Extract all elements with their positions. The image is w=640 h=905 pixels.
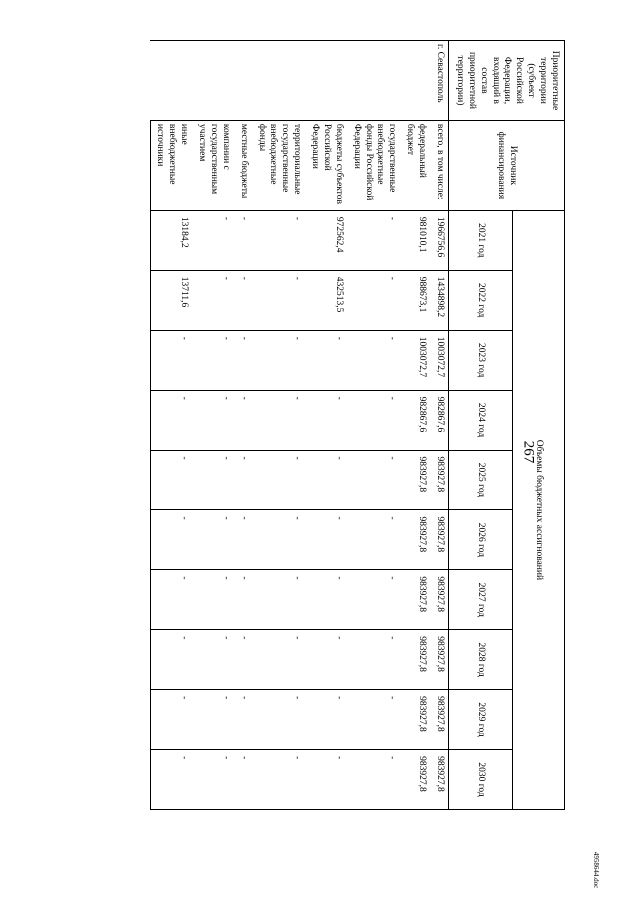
source-cell: иные внебюджетные источники [150, 120, 192, 210]
value-cell: - [252, 450, 306, 510]
value-cell: - [347, 450, 401, 510]
table-body [150, 41, 448, 810]
value-cell: 972562,4 [305, 210, 347, 270]
header-year: 2023 год [449, 330, 513, 390]
page-number: 267 [520, 440, 537, 464]
value-cell: - [192, 270, 234, 330]
value-cell: - [252, 390, 306, 450]
value-cell: 1434898,2 [430, 270, 448, 330]
value-cell: - [305, 690, 347, 750]
table-row [400, 41, 430, 810]
value-cell: - [252, 570, 306, 630]
value-cell: - [234, 690, 252, 750]
rotated-table-container [0, 40, 565, 810]
value-cell: 983927,8 [400, 570, 430, 630]
value-cell: - [347, 630, 401, 690]
header-year: 2022 год [449, 270, 513, 330]
value-cell: 983927,8 [430, 450, 448, 510]
value-cell: - [234, 270, 252, 330]
value-cell: - [234, 330, 252, 390]
table-row [305, 41, 347, 810]
value-cell: - [234, 390, 252, 450]
source-cell: всего, в том числе: [430, 120, 448, 210]
value-cell: - [192, 570, 234, 630]
value-cell: - [192, 510, 234, 570]
value-cell: - [192, 750, 234, 810]
header-year: 2028 год [449, 630, 513, 690]
value-cell: - [347, 570, 401, 630]
value-cell: 983927,8 [400, 690, 430, 750]
value-cell: - [150, 390, 192, 450]
table-row [192, 41, 234, 810]
value-cell: 983927,8 [400, 450, 430, 510]
value-cell: - [192, 390, 234, 450]
value-cell: - [150, 510, 192, 570]
table-row [234, 41, 252, 810]
budget-allocations-table [150, 40, 565, 810]
value-cell: - [150, 570, 192, 630]
source-cell: территориальные государственные внебюджетные фонды [252, 120, 306, 210]
value-cell: - [234, 570, 252, 630]
header-year: 2024 год [449, 390, 513, 450]
header-year: 2021 год [449, 210, 513, 270]
value-cell: 983927,8 [430, 570, 448, 630]
value-cell: - [252, 690, 306, 750]
header-territory: Приоритетные территории (субъект Российской Федерации, входящий в состав приоритетной территории) [449, 41, 565, 121]
value-cell: - [347, 690, 401, 750]
value-cell: 982867,6 [400, 390, 430, 450]
value-cell: - [305, 450, 347, 510]
header-year: 2030 год [449, 750, 513, 810]
header-year: 2027 год [449, 570, 513, 630]
value-cell: - [234, 450, 252, 510]
value-cell: 983927,8 [430, 750, 448, 810]
header-volumes: Объемы бюджетных ассигнований [513, 210, 565, 809]
table-row [150, 41, 192, 810]
value-cell: - [252, 630, 306, 690]
value-cell: - [252, 330, 306, 390]
source-cell: государственные внебюджетные фонды Российской Федерации [347, 120, 401, 210]
value-cell: - [192, 450, 234, 510]
value-cell: - [252, 750, 306, 810]
source-cell: федеральный бюджет [400, 120, 430, 210]
source-cell: компании с государственным участием [192, 120, 234, 210]
value-cell: 983927,8 [430, 630, 448, 690]
value-cell: 1003072,7 [430, 330, 448, 390]
value-cell: 983927,8 [400, 510, 430, 570]
value-cell: 1966756,6 [430, 210, 448, 270]
value-cell: - [305, 510, 347, 570]
source-cell: бюджеты субъектов Российской Федерации [305, 120, 347, 210]
value-cell: - [150, 750, 192, 810]
value-cell: - [305, 390, 347, 450]
value-cell: - [234, 630, 252, 690]
value-cell: 1003072,7 [400, 330, 430, 390]
table-row [252, 41, 306, 810]
value-cell: - [234, 210, 252, 270]
table-row [430, 41, 448, 810]
value-cell: - [192, 690, 234, 750]
value-cell: - [252, 270, 306, 330]
value-cell: 983927,8 [430, 510, 448, 570]
value-cell: 13184,2 [150, 210, 192, 270]
value-cell: - [305, 630, 347, 690]
value-cell: - [305, 330, 347, 390]
territory-cell: г. Севастополь [150, 41, 448, 121]
source-cell: местные бюджеты [234, 120, 252, 210]
value-cell: - [150, 330, 192, 390]
value-cell: - [252, 210, 306, 270]
value-cell: - [192, 210, 234, 270]
header-year: 2026 год [449, 510, 513, 570]
value-cell: - [347, 510, 401, 570]
value-cell: - [347, 330, 401, 390]
value-cell: - [234, 510, 252, 570]
header-source: Источник финансирования [449, 120, 565, 210]
value-cell: - [347, 750, 401, 810]
value-cell: - [150, 690, 192, 750]
value-cell: 13711,6 [150, 270, 192, 330]
value-cell: 981010,1 [400, 210, 430, 270]
value-cell: - [192, 630, 234, 690]
value-cell: - [305, 570, 347, 630]
value-cell: - [347, 210, 401, 270]
footer-doc-code: 4958644.doc [592, 851, 600, 889]
value-cell: 988673,1 [400, 270, 430, 330]
value-cell: - [150, 630, 192, 690]
value-cell: 432513,5 [305, 270, 347, 330]
value-cell: - [234, 750, 252, 810]
value-cell: - [150, 450, 192, 510]
value-cell: 983927,8 [430, 690, 448, 750]
header-year: 2029 год [449, 690, 513, 750]
value-cell: - [347, 270, 401, 330]
value-cell: - [305, 750, 347, 810]
value-cell: - [252, 510, 306, 570]
value-cell: 983927,8 [400, 750, 430, 810]
value-cell: 982867,6 [430, 390, 448, 450]
header-year: 2025 год [449, 450, 513, 510]
value-cell: - [347, 390, 401, 450]
value-cell: 983927,8 [400, 630, 430, 690]
table-row [347, 41, 401, 810]
value-cell: - [192, 330, 234, 390]
